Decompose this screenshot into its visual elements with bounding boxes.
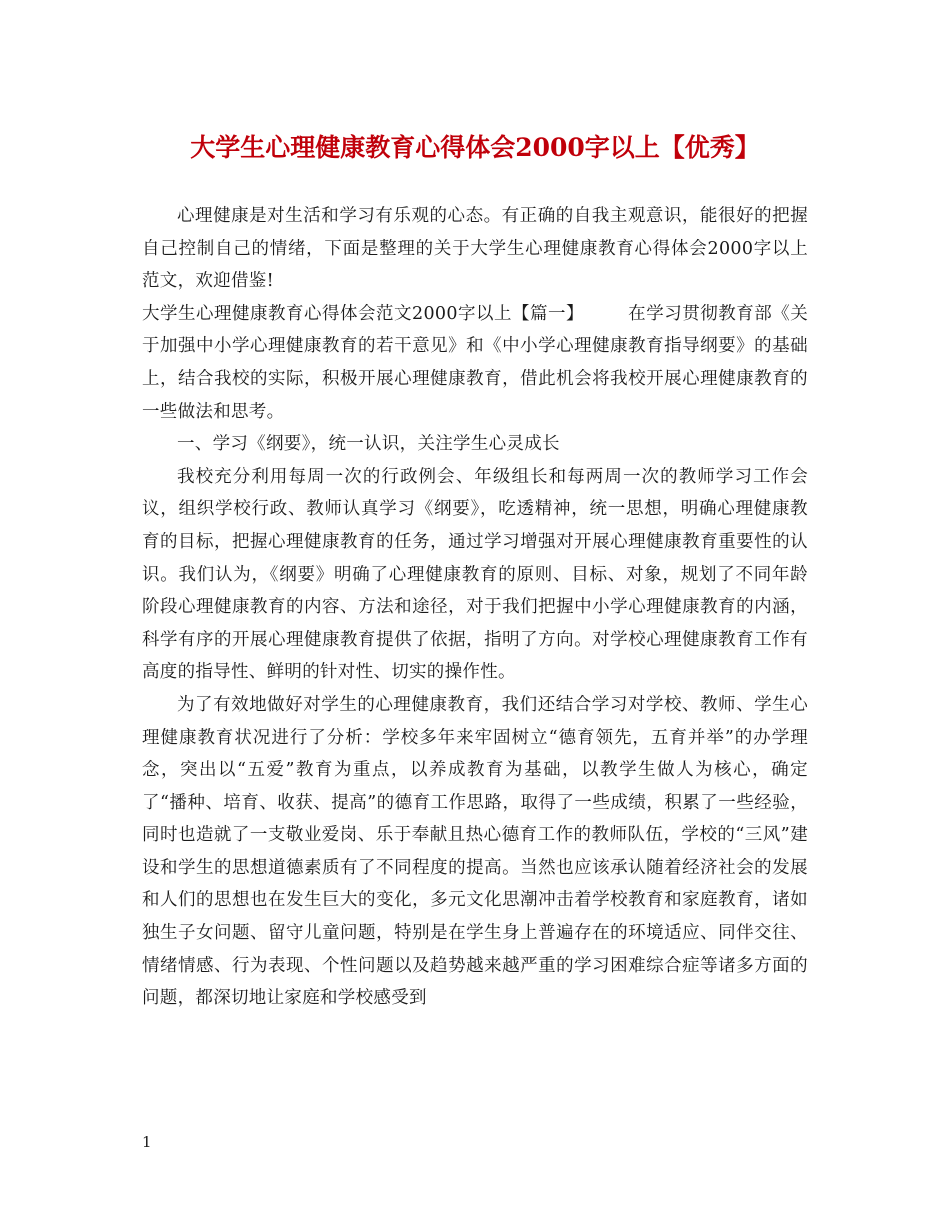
body-paragraph-2: 为了有效地做好对学生的心理健康教育，我们还结合学习对学校、教师、学生心理健康教育状况进行了分析：学校多年来牢固树立“德育领先，五育并举”的办学理念，突出以“五爱”教育为重点，以养成教育为基础，以教学生做人为核心，确定了“播种、培育、收获、提高”的德育工作思路，取得了一些成绩，积累了一些经验，同时也造就了一支敬业爱岗、乐于奉献且热心德育工作的教师队伍，学校的“三风”建设和学生的思想道德素质有了不同程度的提高。当然也应该承认随着经济社会的发展和人们的思想也在发生巨大的变化，多元文化思潮冲击着学校教育和家庭教育，诸如独生子女问题、留守儿童问题，特别是在学生身上普遍存在的环境适应、同伴交往、情绪情感、行为表现、个性问题以及趋势越来越严重的学习困难综合症等诸多方面的问题，都深切地让家庭和学校感受到 (142, 694, 808, 1009)
section-paragraph (142, 298, 808, 428)
document-body (142, 200, 808, 1015)
page-number: 1 (142, 1133, 152, 1151)
section-heading: 大学生心理健康教育心得体会范文2000字以上【篇一】 (142, 303, 584, 324)
intro-paragraph: 心理健康是对生活和学习有乐观的心态。有正确的自我主观意识，能很好的把握自己控制自己的情绪，下面是整理的关于大学生心理健康教育心得体会2000字以上范文，欢迎借鉴! (142, 206, 808, 292)
body-paragraph-1: 我校充分利用每周一次的行政例会、年级组长和每两周一次的教师学习工作会议，组织学校行政、教师认真学习《纲要》，吃透精神，统一思想，明确心理健康教育的目标，把握心理健康教育的任务，通过学习增强对开展心理健康教育重要性的认识。我们认为，《纲要》明确了心理健康教育的原则、目标、对象，规划了不同年龄阶段心理健康教育的内容、方法和途径，对于我们把握中小学心理健康教育的内涵，科学有序的开展心理健康教育提供了依据，指明了方向。对学校心理健康教育工作有高度的指导性、鲜明的针对性、切实的操作性。 (142, 466, 808, 683)
document-title: 大学生心理健康教育心得体会2000字以上【优秀】 (190, 133, 760, 162)
subheading-1: 一、学习《纲要》，统一认识，关注学生心灵成长 (177, 434, 560, 455)
section-heading-text: 在学习贯彻教育部《关于加强中小学心理健康教育的若干意见》和《中小学心理健康教育指导纲要》的基础上，结合我校的实际，积极开展心理健康教育，借此机会将我校开展心理健康教育的一些做法和思考。 (142, 303, 809, 422)
